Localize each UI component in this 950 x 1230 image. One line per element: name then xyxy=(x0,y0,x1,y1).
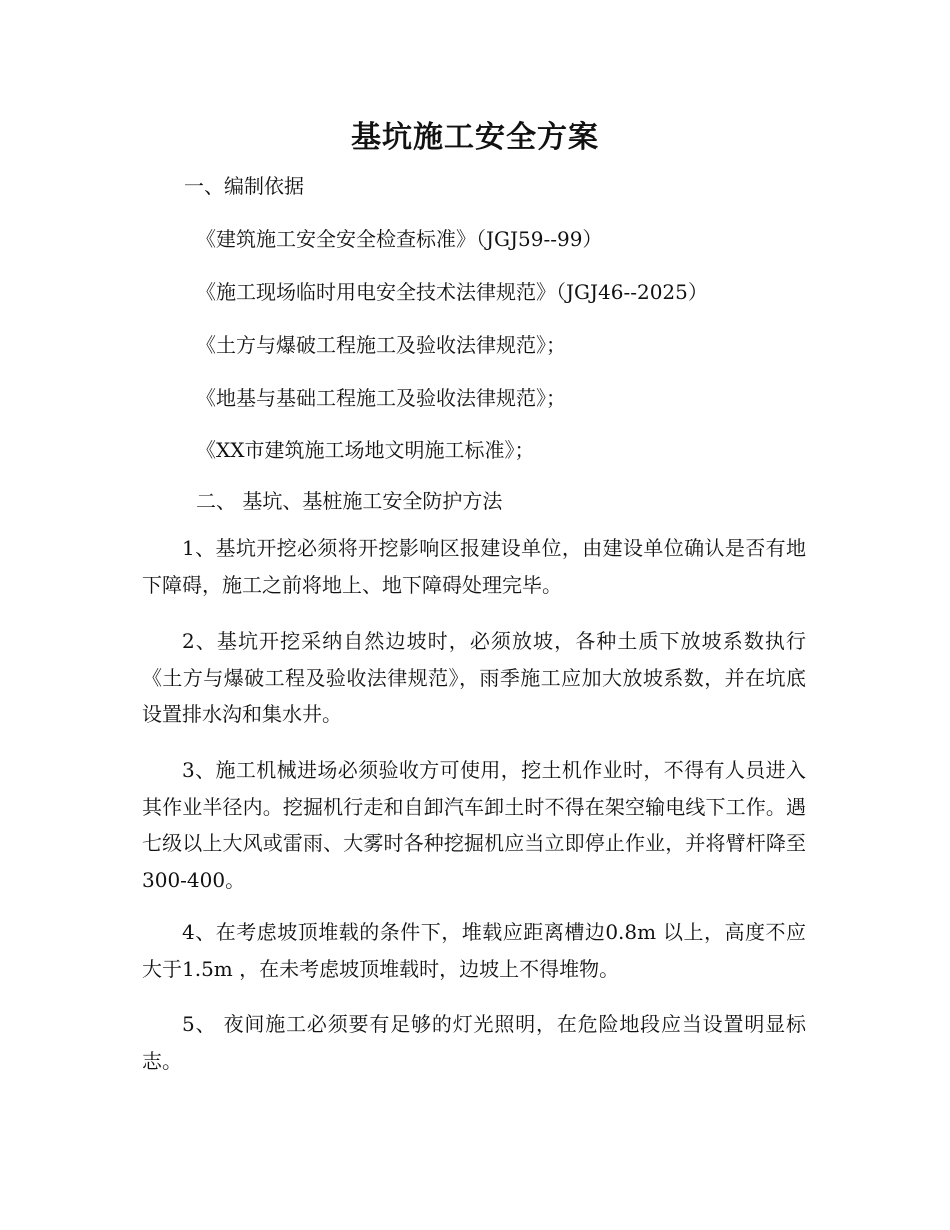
paragraph: 4、在考虑坡顶堆载的条件下，堆载应距离槽边0.8m 以上，高度不应大于1.5m ，在未考虑坡顶堆载时，边坡上不得堆物。 xyxy=(142,920,806,981)
paragraph: 3、施工机械进场必须验收方可使用，挖土机作业时，不得有人员进入其作业半径内。挖掘机行走和自卸汽车卸土时不得在架空输电线下工作。遇七级以上大风或雷雨、大雾时各种挖掘机应当立即停止作业，并将臂杆降至300-400。 xyxy=(142,758,806,892)
reference-item: 《建筑施工安全安全检查标准》（JGJ59--99） xyxy=(196,227,603,251)
reference-item: 《地基与基础工程施工及验收法律规范》； xyxy=(196,386,566,410)
paragraph: 1、基坑开挖必须将开挖影响区报建设单位，由建设单位确认是否有地下障碍，施工之前将地上、地下障碍处理完毕。 xyxy=(142,536,806,597)
paragraph: 2、基坑开挖采纳自然边坡时，必须放坡，各种土质下放坡系数执行《土方与爆破工程及验收法律规范》，雨季施工应加大放坡系数，并在坑底设置排水沟和集水井。 xyxy=(142,629,806,726)
section-heading-protection: 二、 基坑、基桩施工安全防护方法 xyxy=(196,489,503,513)
paragraph: 5、 夜间施工必须要有足够的灯光照明，在危险地段应当设置明显标志。 xyxy=(142,1012,806,1073)
reference-item: 《施工现场临时用电安全技术法律规范》（JGJ46--2025） xyxy=(196,280,708,304)
reference-item: 《土方与爆破工程施工及验收法律规范》； xyxy=(196,333,566,357)
document-title: 基坑施工安全方案 xyxy=(351,120,599,155)
reference-item: 《XX市建筑施工场地文明施工标准》； xyxy=(196,438,535,462)
section-heading-basis: 一、编制依据 xyxy=(184,174,304,198)
